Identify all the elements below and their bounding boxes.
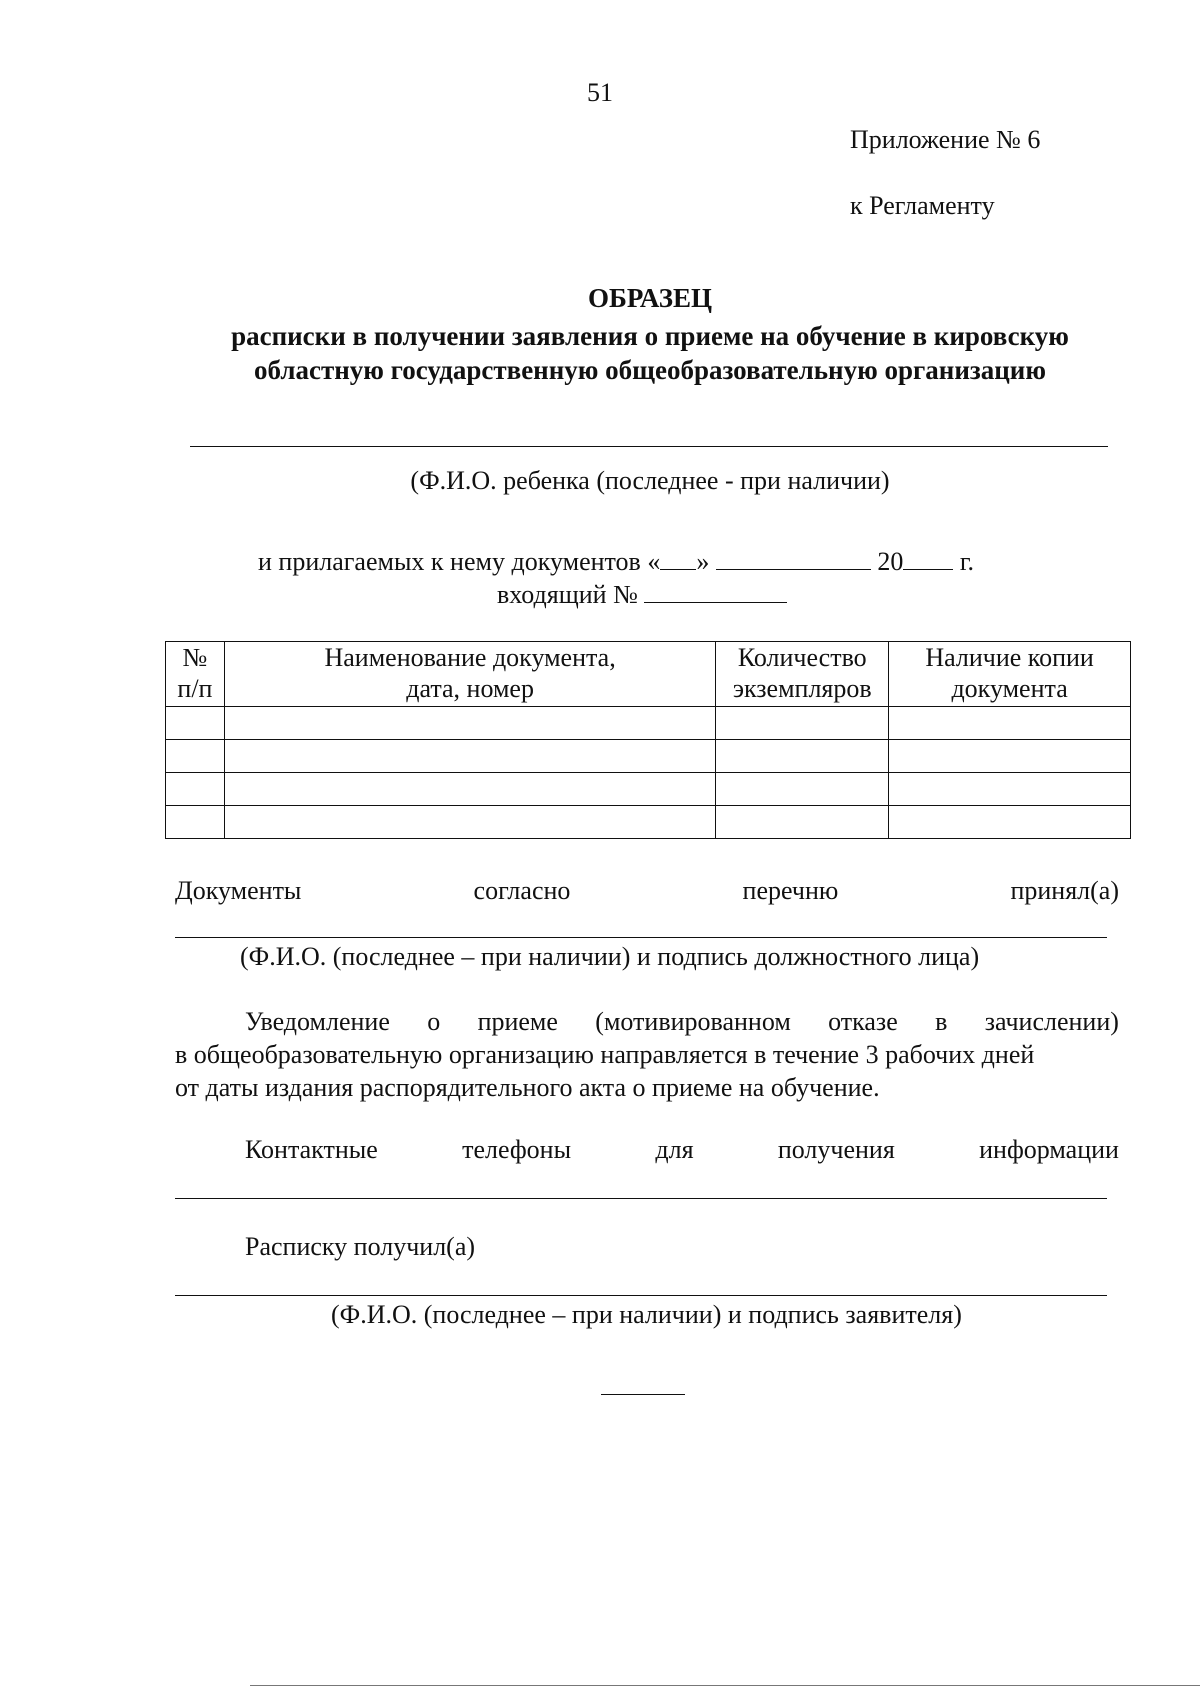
table-cell[interactable] xyxy=(166,806,225,839)
notice-line-2: в общеобразовательную организацию направляется в течение 3 рабочих дней xyxy=(175,1040,1035,1069)
end-separator xyxy=(601,1394,685,1395)
incoming-number-field[interactable] xyxy=(644,580,787,603)
official-signature-line[interactable] xyxy=(175,937,1107,938)
header-quantity: Количество экземпляров xyxy=(716,642,889,707)
page-bottom-edge xyxy=(250,1685,1200,1686)
notice-line-1: Уведомление о приеме (мотивированном отказе в зачислении) xyxy=(245,1007,1119,1036)
table-cell[interactable] xyxy=(889,773,1131,806)
contacts-label: Контактные телефоны для получения информации xyxy=(245,1135,1119,1164)
appendix-number: Приложение № 6 xyxy=(850,125,1041,154)
regulation-reference: к Регламенту xyxy=(850,191,995,220)
table-cell[interactable] xyxy=(716,707,889,740)
document-title: ОБРАЗЕЦ xyxy=(588,283,712,313)
accepted-word: согласно xyxy=(473,876,571,905)
table-cell[interactable] xyxy=(166,773,225,806)
page-number: 51 xyxy=(587,78,613,107)
documents-table xyxy=(165,641,1131,839)
header-num: № п/п xyxy=(166,642,225,707)
child-name-field-line[interactable] xyxy=(190,446,1108,447)
table-row xyxy=(166,806,1131,839)
table-cell[interactable] xyxy=(716,773,889,806)
table-cell[interactable] xyxy=(224,707,715,740)
table-cell[interactable] xyxy=(889,806,1131,839)
incoming-number-line xyxy=(497,580,787,610)
attached-prefix: и прилагаемых к нему документов « xyxy=(258,547,661,576)
table-cell[interactable] xyxy=(166,740,225,773)
applicant-signature-line[interactable] xyxy=(175,1295,1107,1296)
contacts-field-line[interactable] xyxy=(175,1198,1107,1199)
official-caption: (Ф.И.О. (последнее – при наличии) и подпись должностного лица) xyxy=(240,942,980,971)
table-cell[interactable] xyxy=(224,740,715,773)
table-cell[interactable] xyxy=(224,773,715,806)
table-cell[interactable] xyxy=(224,806,715,839)
accepted-word: перечню xyxy=(742,876,839,905)
accepted-statement xyxy=(175,876,1119,906)
child-name-caption: (Ф.И.О. ребенка (последнее - при наличии) xyxy=(410,466,890,495)
year-field[interactable] xyxy=(903,547,953,570)
receipt-label: Расписку получил(а) xyxy=(245,1232,476,1261)
notice-line-3: от даты издания распорядительного акта о приеме на обучение. xyxy=(175,1073,880,1102)
table-cell[interactable] xyxy=(166,707,225,740)
header-document-name: Наименование документа, дата, номер xyxy=(224,642,715,707)
year-prefix: 20 xyxy=(877,547,904,576)
table-cell[interactable] xyxy=(716,740,889,773)
attached-documents-line xyxy=(258,547,974,577)
table-cell[interactable] xyxy=(889,740,1131,773)
table-row xyxy=(166,773,1131,806)
table-row xyxy=(166,707,1131,740)
incoming-label: входящий № xyxy=(497,580,638,609)
day-field[interactable] xyxy=(660,547,696,570)
table-header-row xyxy=(166,642,1131,707)
close-quote: » xyxy=(696,547,710,576)
month-field[interactable] xyxy=(716,547,871,570)
document-subtitle-line-1: расписки в получении заявления о приеме на обучение в кировскую xyxy=(231,321,1069,351)
table-row xyxy=(166,740,1131,773)
accepted-word: принял(а) xyxy=(1010,876,1119,905)
applicant-caption: (Ф.И.О. (последнее – при наличии) и подпись заявителя) xyxy=(331,1300,962,1329)
accepted-word: Документы xyxy=(175,876,302,905)
header-copy-available: Наличие копии документа xyxy=(889,642,1131,707)
document-subtitle-line-2: областную государственную общеобразовательную организацию xyxy=(254,355,1046,385)
year-suffix: г. xyxy=(959,547,975,576)
table-cell[interactable] xyxy=(889,707,1131,740)
table-cell[interactable] xyxy=(716,806,889,839)
